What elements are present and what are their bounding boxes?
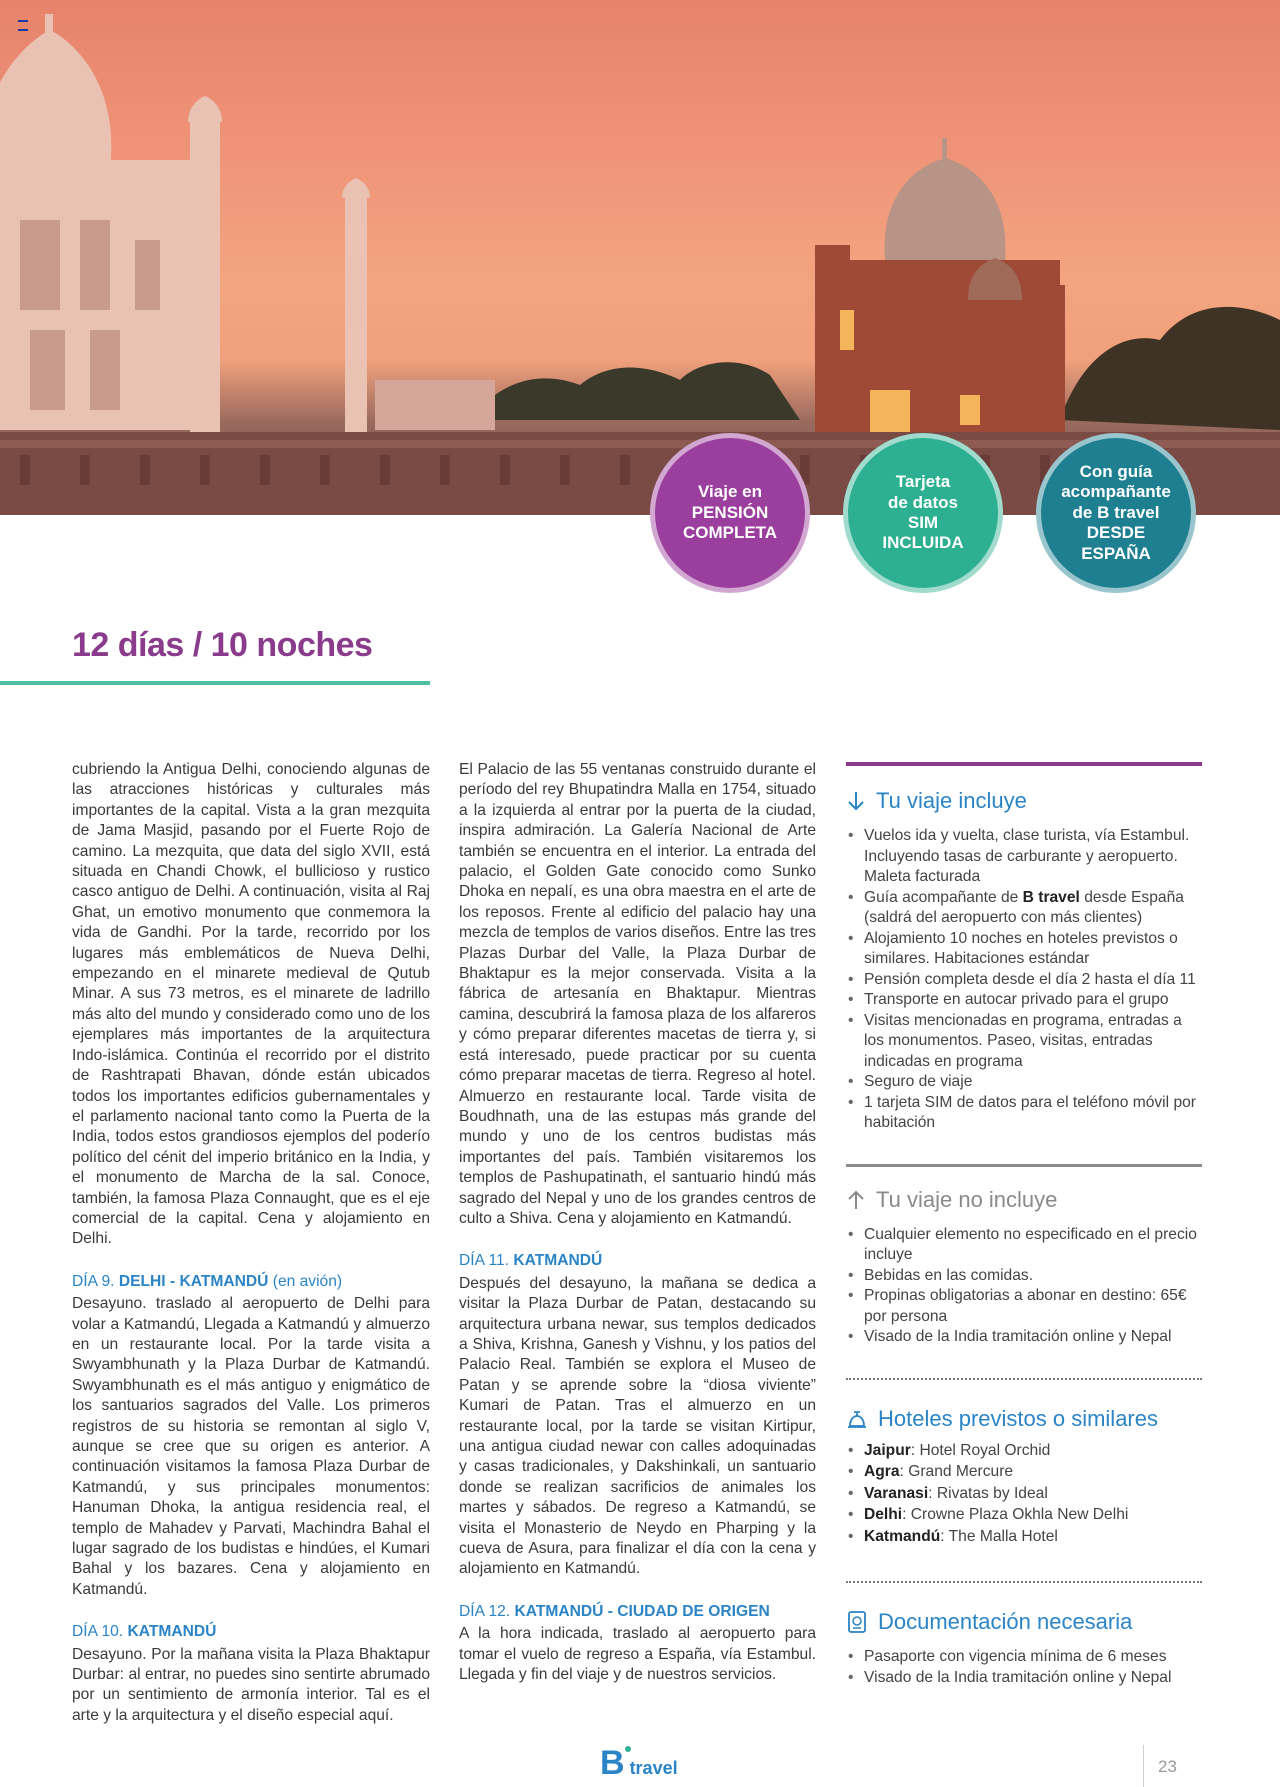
divider [846, 1164, 1202, 1167]
passport-icon [846, 1610, 868, 1634]
list-item: • Bebidas en las comidas. [846, 1266, 1202, 1287]
guide-text: Guía acompañante de [864, 888, 1023, 906]
list-item: • Transporte en autocar privado para el grupo [846, 990, 1202, 1011]
day-label: DÍA 12. [459, 1602, 511, 1620]
day-label: DÍA 10. [72, 1623, 124, 1641]
list-item [846, 1483, 1202, 1505]
brand-name: B travel [1022, 888, 1080, 906]
excludes-list [846, 1225, 1202, 1348]
hotel-city: Delhi [864, 1506, 903, 1523]
list-item [846, 1461, 1202, 1483]
badge-full-board [650, 433, 810, 593]
day-place: KATMANDÚ - CIUDAD DE ORIGEN [514, 1602, 770, 1620]
list-item: • Pasaporte con vigencia mínima de 6 meses [846, 1647, 1202, 1668]
title-underline [0, 681, 430, 685]
day-place: KATMANDÚ [127, 1623, 217, 1641]
hotel-name: : The Malla Hotel [940, 1527, 1058, 1545]
logo-letter: B [600, 1744, 625, 1782]
day-note: (en avión) [272, 1272, 343, 1290]
day-place: DELHI - KATMANDÚ [118, 1272, 269, 1290]
day-heading [72, 1272, 430, 1292]
badge-line: Viaje en [698, 482, 762, 502]
list-item: • Vuelos ida y vuelta, clase turista, vía Estambul. Incluyendo tasas de carburante y aeropuerto. Maleta facturada [846, 826, 1202, 888]
day-text: Desayuno. traslado al aeropuerto de Delhi para volar a Katmandú, Llegada a Katmandú y almuerzo en un restaurante local. Por la tarde visita a Swyambhunath y la Plaza Durbar de Katmandú. Swyambhunath es el más antiguo y enigmático de los santuarios sagrados del Valle. Los primeros registros de su historia se remontan al siglo V, aunque se cree que su origen es anterior. A continuación visitamos la famosa Plaza Durbar de Katmandú, y sus principales monumentos: Hanuman Dhoka, la antigua residencia real, el templo de Mahadev y Parvati, Machindra Bahal el lugar sagrado de los budistas e hindúes, el Kumari Bahal y los bazares. Cena y alojamiento en Katmandú. [72, 1295, 430, 1598]
list-item [846, 1504, 1202, 1526]
excludes-heading [846, 1187, 1202, 1213]
day-text: Después del desayuno, la mañana se dedica a visitar la Plaza Durbar de Patan, destacando su arquitectura urbana newar, sus templos dedicados a Shiva, Krishna, Ganesh y Vishnu, y los patios del Palacio Real. También se explora el Museo de Patan y se aprende sobre la “diosa viviente” Kumari de Patan. Tras el almuerzo en un restaurante local, por la tarde se visitan Kirtipur, una antigua ciudad newar con calles adoquinadas y casas tradicionales, y Dakshinkali, un santuario donde se realizan sacrificios de animales los martes y sábados. De regreso a Katmandú, se visita el Monasterio de Neydo en Pharping y la cueva de Asura, para finalizar el día con la cena y alojamiento en Katmandú. [459, 1274, 816, 1578]
docs-title: Documentación necesaria [878, 1609, 1133, 1634]
badge-line: COMPLETA [682, 523, 778, 543]
hotel-name: : Grand Mercure [899, 1463, 1014, 1480]
list-item: • Propinas obligatorias a abonar en destino: 65€ por persona [846, 1286, 1202, 1327]
list-item: • Visitas mencionadas en programa, entradas a los monumentos. Paseo, visitas, entradas indicadas en programa [846, 1011, 1202, 1073]
hotels-title: Hoteles previstos o similares [878, 1405, 1158, 1431]
hotels-heading [846, 1406, 1202, 1432]
divider [1143, 1745, 1144, 1787]
hotel-city: Agra [864, 1463, 900, 1480]
itinerary-column-2 [459, 760, 816, 1685]
divider [846, 1378, 1202, 1380]
badge-line: Tarjeta [895, 472, 951, 492]
docs-list [846, 1647, 1202, 1688]
list-item: • Seguro de viaje [846, 1072, 1202, 1093]
badge-line: Con guía [1079, 462, 1153, 482]
day-heading [459, 1602, 816, 1622]
divider [846, 1581, 1202, 1583]
day-text: Desayuno. Por la mañana visita la Plaza Bhaktapur Durbar: al entrar, no puedes sino sentirte abrumado por un sentimiento de armonía interior. Tal es el arte y la arquitectura y el diseño especial aquí. [72, 1645, 430, 1724]
day-text: A la hora indicada, traslado al aeropuerto para tomar el vuelo de regreso a España, vía Estambul. Llegada y fin del viaje y de nuestros servicios. [459, 1625, 816, 1684]
excludes-title: Tu viaje no incluye [876, 1186, 1058, 1212]
list-item [846, 1440, 1202, 1462]
badge-guide [1036, 433, 1196, 593]
list-item: • Visado de la India tramitación online y Nepal [846, 1668, 1202, 1689]
list-item: • Visado de la India tramitación online y Nepal [846, 1327, 1202, 1348]
badge-line: INCLUIDA [882, 533, 964, 553]
docs-heading [846, 1609, 1202, 1635]
day-label: DÍA 11. [459, 1252, 509, 1270]
includes-list [846, 826, 1202, 1134]
hotel-city: Jaipur [864, 1441, 911, 1459]
menu-icon [18, 20, 28, 31]
list-item: • Alojamiento 10 noches en hoteles previstos o similares. Habitaciones estándar [846, 929, 1202, 970]
badge-sim-card [843, 433, 1003, 593]
logo-mark [600, 1744, 625, 1782]
hotels-list [846, 1440, 1202, 1548]
badge-line: de datos [888, 492, 958, 512]
arrow-up-icon [846, 1189, 866, 1211]
includes-title: Tu viaje incluye [876, 788, 1027, 813]
arrow-down-icon [846, 790, 866, 812]
btravel-logo [600, 1744, 678, 1782]
list-item: • Pensión completa desde el día 2 hasta el día 11 [846, 970, 1202, 991]
badge-line: SIM [907, 513, 939, 532]
list-item [846, 888, 1202, 929]
day-place: KATMANDÚ [513, 1252, 603, 1270]
logo-text: travel [629, 1758, 678, 1778]
guide-text: desde España (saldrá del aeropuerto con más clientes) [864, 888, 1184, 926]
day-heading [459, 1251, 816, 1271]
hotel-bell-icon [846, 1407, 868, 1431]
divider [846, 762, 1202, 766]
hotel-name: : Hotel Royal Orchid [910, 1441, 1051, 1459]
day-text: cubriendo la Antigua Delhi, conociendo algunas de las atracciones históricas y culturales más importantes de la capital. Vista a la gran mezquita de Jama Masjid, pasando por el Fuerte Rojo de camino. La mezquita, que data del siglo XVII, está situada en Chandi Chowk, el bullicioso y rustico casco antiguo de Delhi. A continuación, visita al Raj Ghat, un emotivo monumento que conmemora la vida de Gandhi. Por la tarde, recorrido por los lugares más emblemáticos de Nueva Delhi, empezando en el minarete medieval de Qutub Minar. A sus 73 metros, es el minarete de ladrillo más alto del mundo y considerado como uno de los ejemplares más importantes de la arquitectura Indo-islámica. Continúa el recorrido por el distrito de Rashtrapati Bhavan, dónde están ubicados todos los importantes edificios gubernamentales y el parlamento nacional tanto como la Puerta de la India, todos estos grandiosos ejemplos del poderío político del cénit del imperio británico en la India, y el monumento de Marcha de la sal. Conoce, también, la famosa Plaza Connaught, que es el eje comercial de la capital. Cena y alojamiento en Delhi. [72, 761, 430, 1248]
badge-line: de B travel [1072, 502, 1160, 522]
day-label: DÍA 9. [72, 1272, 115, 1290]
badge-line: acompañante [1061, 482, 1171, 502]
list-item [846, 1526, 1202, 1548]
day-heading [72, 1622, 430, 1642]
badge-line: ESPAÑA [1081, 543, 1151, 563]
list-item: • 1 tarjeta SIM de datos para el teléfono móvil por habitación [846, 1093, 1202, 1134]
list-item: • Cualquier elemento no especificado en el precio incluye [846, 1225, 1202, 1266]
itinerary-column-1 [72, 760, 430, 1726]
hotel-city: Varanasi [864, 1484, 929, 1502]
hotel-name: : Crowne Plaza Okhla New Delhi [902, 1506, 1129, 1523]
logo-dot [625, 1746, 631, 1752]
hotel-city: Katmandú [864, 1527, 941, 1545]
badge-line: DESDE [1086, 523, 1146, 543]
badge-line: PENSIÓN [691, 502, 769, 522]
sidebar [846, 762, 1202, 1688]
day-text: El Palacio de las 55 ventanas construido durante el período del rey Bhupatindra Malla en 1754, situado a la izquierda al entrar por la puerta de la ciudad, inspira admiración. La Galería Nacional de Arte también se encuentra en el interior. La entrada del palacio, el Golden Gate conocido como Sunko Dhoka en nepalí, es una obra maestra en el arte de los reposos. Frente al edificio del palacio hay una mezcla de templos de varios diseños. Entre las tres Plazas Durbar del Valle, la Plaza Durbar de Bhaktapur es la mejor conservada. Visita a la fábrica de artesanía en Bhaktapur. Mientras camina, descubrirá la famosa plaza de los alfareros y cómo preparar diferentes macetas de tierra y, si está interesado, puede practicar por su cuenta cómo preparar macetas de tierra. Regreso al hotel. Almuerzo en restaurante local. Tarde visita de Boudhnath, una de las estupas más grande del mundo y uno de los centros budistas más importantes del país. También visitaremos los templos de Pashupatinath, el santuario hindú más sagrado del Nepal y uno de los grandes centros de culto a Shiva. Cena y alojamiento en Katmandú. [459, 761, 816, 1227]
includes-heading [846, 788, 1202, 814]
page-title: 12 días / 10 noches [72, 626, 373, 664]
hotel-name: : Rivatas by Ideal [928, 1484, 1048, 1502]
page-number: 23 [1158, 1757, 1177, 1776]
